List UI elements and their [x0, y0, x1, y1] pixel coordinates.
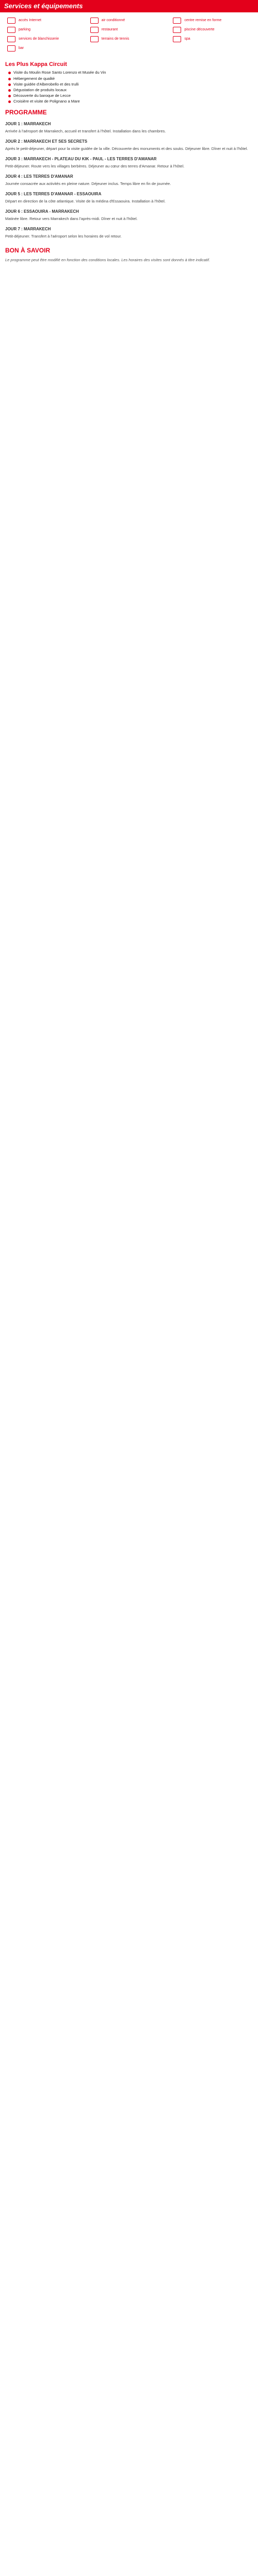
highlights-list — [5, 70, 253, 104]
services-grid — [5, 12, 253, 58]
day-text: Petit-déjeuner. Transfert à l'aéroport selon les horaires de vol retour. — [5, 233, 122, 239]
service-label: spa — [184, 37, 190, 41]
highlights-title: Les Plus Kappa Circuit — [5, 61, 67, 67]
restaurant-icon — [90, 27, 99, 33]
service-label: centre remise en forme — [184, 18, 222, 22]
day-text: Après le petit-déjeuner, départ pour la visite guidée de la ville. Découverte des monuments et des souks. Déjeuner libre. Dîner et nuit à l'hôtel. — [5, 146, 248, 151]
service-item — [173, 27, 251, 33]
service-item — [7, 18, 85, 24]
parking-icon — [7, 27, 15, 33]
service-label: bar — [19, 46, 24, 50]
day-text: Matinée libre. Retour vers Marrakech dans l'après-midi. Dîner et nuit à l'hôtel. — [5, 216, 138, 221]
program-day — [5, 139, 253, 151]
service-item — [90, 27, 168, 33]
program-day — [5, 192, 253, 204]
day-text: Petit-déjeuner. Route vers les villages berbères. Déjeuner au cœur des terres d'Amanar. Retour à l'hôtel. — [5, 163, 185, 168]
service-label: services de blanchisserie — [19, 37, 59, 41]
service-item — [173, 36, 251, 42]
program-day — [5, 157, 253, 169]
program-day — [5, 174, 253, 187]
day-title: JOUR 4 : LES TERRES D'AMANAR — [5, 174, 73, 179]
service-label: accès Internet — [19, 18, 41, 22]
program-day — [5, 122, 253, 134]
highlight-item: Découverte du baroque de Lecce — [8, 93, 253, 98]
service-label: piscine découverte — [184, 27, 215, 31]
service-label: parking — [19, 27, 30, 31]
laundry-icon — [7, 36, 15, 42]
service-item — [90, 36, 168, 42]
highlight-item: Visite guidée d'Alberobello et des trulli — [8, 82, 253, 87]
highlight-item: Dégustation de produits locaux — [8, 88, 253, 93]
program-day — [5, 227, 253, 239]
program-title: PROGRAMME — [5, 109, 47, 116]
day-text: Arrivée à l'aéroport de Marrakech, accueil et transfert à l'hôtel. Installation dans les chambres. — [5, 129, 166, 134]
service-label: restaurant — [101, 27, 118, 31]
service-item — [90, 18, 168, 24]
pool-icon — [173, 27, 181, 33]
service-label: terrains de tennis — [101, 37, 130, 41]
ac-icon — [90, 18, 99, 24]
spa-icon — [173, 36, 181, 42]
day-title: JOUR 2 : MARRAKECH ET SES SECRETS — [5, 139, 88, 144]
highlight-item: Croisière et visite de Polignano a Mare — [8, 99, 253, 104]
day-title: JOUR 5 : LES TERRES D'AMANAR - ESSAOUIRA — [5, 192, 102, 197]
day-text: Journée consacrée aux activités en pleine nature. Déjeuner inclus. Temps libre en fin de journée. — [5, 181, 171, 186]
service-item — [7, 45, 85, 52]
service-item — [173, 18, 251, 24]
day-title: JOUR 7 : MARRAKECH — [5, 226, 51, 231]
bar-icon — [7, 45, 15, 52]
wifi-icon — [7, 18, 15, 24]
day-title: JOUR 3 : MARRAKECH - PLATEAU DU KIK - PAUL - LES TERRES D'AMANAR — [5, 157, 157, 162]
service-item — [7, 36, 85, 42]
day-title: JOUR 1 : MARRAKECH — [5, 122, 51, 127]
program-day — [5, 209, 253, 222]
services-banner: Services et équipements — [0, 0, 258, 12]
info-text: Le programme peut être modifié en fonction des conditions locales. Les horaires des visites sont donnés à titre indicatif. — [5, 257, 210, 262]
service-item — [7, 27, 85, 33]
highlight-item: Visite du Moulin Rose Santo Lorenzo et Musée du Vin — [8, 70, 253, 75]
tennis-icon — [90, 36, 99, 42]
service-label: air conditionné — [101, 18, 125, 22]
fitness-icon — [173, 18, 181, 24]
day-title: JOUR 6 : ESSAOUIRA - MARRAKECH — [5, 209, 79, 214]
info-title: BON À SAVOIR — [5, 246, 51, 254]
day-text: Départ en direction de la côte atlantique. Visite de la médina d'Essaouira. Installation à l'hôtel. — [5, 198, 166, 204]
highlight-item: Hébergement de qualité — [8, 76, 253, 81]
